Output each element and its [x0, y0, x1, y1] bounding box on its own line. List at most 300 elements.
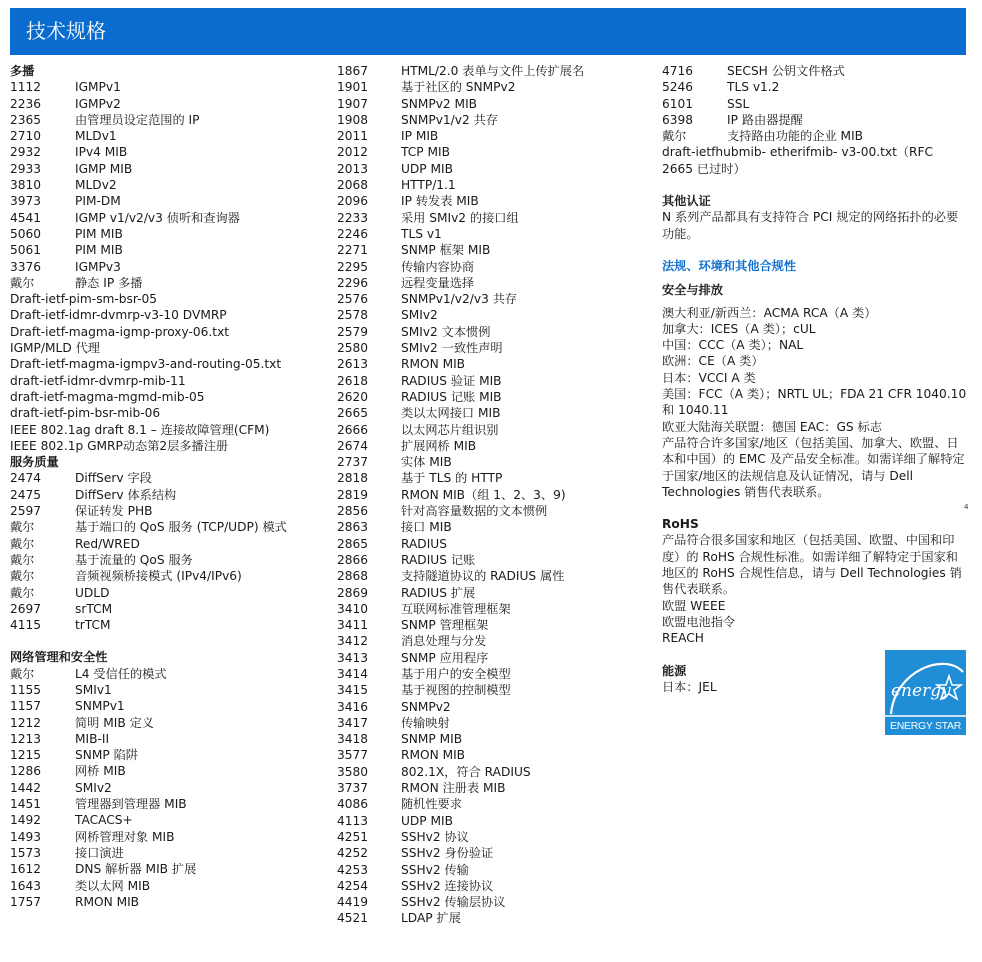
rfc-description: 消息处理与分发	[401, 634, 487, 649]
list-item	[337, 519, 659, 535]
rfc-description: PIM MIB	[75, 226, 123, 241]
text-line: Draft-ietf-idmr-dvmrp-v3-10 DVMRP	[10, 308, 227, 323]
list-item	[337, 422, 659, 438]
rfc-number: 1612	[10, 862, 42, 877]
rfc-number: 2665	[337, 406, 369, 421]
list-item	[337, 470, 659, 486]
rfc-number: 3410	[337, 601, 369, 616]
list-item	[337, 356, 659, 372]
rfc-number: 2865	[337, 536, 369, 551]
list-item	[662, 96, 967, 112]
rfc-number: 1286	[10, 764, 42, 779]
rfc-number: 1157	[10, 699, 42, 714]
rfc-description: 保证转发 PHB	[75, 504, 153, 519]
rfc-description: 传输映射	[401, 715, 450, 730]
rfc-description: RADIUS 记账	[401, 552, 476, 567]
rfc-number: 戴尔	[662, 129, 687, 144]
list-item	[10, 585, 330, 601]
rfc-number: 6398	[662, 112, 694, 127]
rfc-number: 4115	[10, 618, 42, 633]
rfc-number: 4254	[337, 878, 369, 893]
text-line: IEEE 802.1p GMRP动态第2层多播注册	[10, 438, 229, 453]
list-item	[337, 177, 659, 193]
spacer	[662, 242, 967, 258]
list-item	[337, 340, 659, 356]
rfc-number: 2295	[337, 259, 369, 274]
list-item	[337, 373, 659, 389]
rfc-description: SNMP 框架 MIB	[401, 243, 491, 258]
rfc-number: 2737	[337, 455, 369, 470]
rfc-number: 4113	[337, 813, 369, 828]
list-item	[337, 601, 659, 617]
rfc-description: UDLD	[75, 585, 110, 600]
rfc-description: 基于流量的 QoS 服务	[75, 552, 193, 567]
rfc-number: 1442	[10, 780, 42, 795]
rfc-description: 远程变量选择	[401, 275, 475, 290]
rfc-number: 2818	[337, 471, 369, 486]
rfc-description: RMON MIB	[401, 357, 466, 372]
list-item	[10, 242, 330, 258]
rfc-description: IPv4 MIB	[75, 145, 128, 160]
list-item	[10, 878, 330, 894]
column-2	[337, 63, 659, 927]
list-item	[10, 763, 330, 779]
list-item	[337, 585, 659, 601]
rfc-number: 2932	[10, 145, 42, 160]
list-item	[337, 405, 659, 421]
rfc-number: 3580	[337, 764, 369, 779]
rfc-description: 随机性要求	[401, 797, 462, 812]
list-item	[337, 699, 659, 715]
list-item	[10, 259, 330, 275]
rfc-number: 3418	[337, 732, 369, 747]
list-item	[662, 63, 967, 79]
rfc-description: TACACS+	[75, 813, 133, 828]
text-line: 欧洲：CE（A 类）	[662, 354, 764, 369]
rfc-description: L4 受信任的模式	[75, 666, 167, 681]
rfc-description: SNMPv1	[75, 699, 125, 714]
list-item	[337, 210, 659, 226]
rfc-number: 2869	[337, 585, 369, 600]
rfc-number: 2068	[337, 178, 369, 193]
rfc-description: RMON MIB	[75, 894, 140, 909]
text-line: 中国：CCC（A 类）；NAL	[662, 338, 804, 353]
rfc-description: 基于端口的 QoS 服务 (TCP/UDP) 模式	[75, 520, 287, 535]
rfc-number: 5061	[10, 243, 42, 258]
text-line: 澳大利亚/新西兰：ACMA RCA（A 类）	[662, 305, 877, 320]
rfc-number: 4716	[662, 64, 694, 78]
rfc-description: IGMPv2	[75, 96, 121, 111]
rfc-description: IP 路由器提醒	[727, 112, 803, 127]
rfc-description: 支持隧道协议的 RADIUS 属性	[401, 569, 565, 584]
list-item	[10, 698, 330, 714]
list-item	[10, 666, 330, 682]
rfc-number: 1155	[10, 682, 42, 697]
other-cert-text: N 系列产品都具有支持符合 PCI 规定的网络拓扑的必要功能。	[662, 210, 959, 241]
rfc-description: SECSH 公钥文件格式	[727, 64, 845, 78]
rfc-description: IGMPv1	[75, 80, 121, 95]
rfc-number: 2246	[337, 226, 369, 241]
text-line: REACH	[662, 631, 704, 646]
list-item	[10, 796, 330, 812]
rfc-description: SNMPv1/v2 共存	[401, 112, 499, 127]
list-item	[662, 79, 967, 95]
text-line: 欧盟 WEEE	[662, 598, 726, 613]
list-item	[10, 487, 330, 503]
list-item	[10, 536, 330, 552]
rfc-description: IP 转发表 MIB	[401, 194, 479, 209]
rfc-number: 4252	[337, 846, 369, 861]
page-number: 4	[964, 503, 969, 511]
rfc-number: 戴尔	[10, 666, 35, 681]
rfc-description: SSHv2 传输层协议	[401, 895, 506, 910]
list-item	[10, 829, 330, 845]
rfc-description: 静态 IP 多播	[75, 275, 143, 290]
rfc-description: 基于 TLS 的 HTTP	[401, 471, 503, 486]
list-item	[337, 144, 659, 160]
rfc-number: 4251	[337, 829, 369, 844]
rfc-number: 1643	[10, 878, 42, 893]
section-title-network-mgmt: 网络管理和安全性	[10, 650, 108, 665]
rfc-description: IGMP v1/v2/v3 侦听和查询器	[75, 210, 240, 225]
text-line: Draft-ietf-magma-igmp-proxy-06.txt	[10, 324, 230, 339]
safety-list	[662, 305, 967, 501]
rfc-number: 4086	[337, 797, 369, 812]
rfc-description: 接口 MIB	[401, 520, 452, 535]
multicast-drafts	[10, 291, 330, 454]
rfc-description: srTCM	[75, 601, 113, 616]
rfc-description: SSHv2 连接协议	[401, 878, 494, 893]
rfc-number: 戴尔	[10, 275, 35, 290]
rfc-number: 2666	[337, 422, 369, 437]
rfc-number: 2863	[337, 520, 369, 535]
list-item	[10, 845, 330, 861]
rfc-description: DNS 解析器 MIB 扩展	[75, 862, 197, 877]
rfc-number: 2578	[337, 308, 369, 323]
rfc-number: 3412	[337, 634, 369, 649]
rfc-description: HTTP/1.1	[401, 178, 456, 193]
list-item	[337, 829, 659, 845]
rfc-number: 戴尔	[10, 569, 35, 584]
list-item	[10, 601, 330, 617]
list-item	[10, 96, 330, 112]
rfc-number: 1492	[10, 813, 42, 828]
rfc-description: SNMPv2	[401, 699, 451, 714]
rfc-list	[337, 63, 659, 927]
multicast-list	[10, 79, 330, 291]
rfc-number: 2697	[10, 601, 42, 616]
rfc-number: 2579	[337, 324, 369, 339]
rfc-number: 1215	[10, 748, 42, 763]
rfc-number: 2096	[337, 194, 369, 209]
list-item	[10, 275, 330, 291]
spacer	[662, 177, 967, 193]
text-line: 欧盟电池指令	[662, 614, 736, 629]
rfc-description: UDP MIB	[401, 161, 453, 176]
spacer	[662, 500, 967, 516]
rfc-number: 2597	[10, 504, 42, 519]
rfc-number: 2236	[10, 96, 42, 111]
rfc-description: SNMP 陷阱	[75, 748, 138, 763]
list-item	[337, 161, 659, 177]
text-line: draft-ietf-magma-mgmd-mib-05	[10, 389, 205, 404]
list-item	[337, 715, 659, 731]
text-line: draft-ietf-idmr-dvmrp-mib-11	[10, 373, 186, 388]
section-title-qos: 服务质量	[10, 455, 59, 470]
text-line: 日本：VCCI A 类	[662, 370, 756, 385]
list-item	[337, 813, 659, 829]
energy-star-logo	[885, 650, 966, 735]
text-line: IEEE 802.1ag draft 8.1 – 连接故障管理(CFM)	[10, 422, 270, 437]
rfc-description: SNMPv2 MIB	[401, 96, 478, 111]
section-title-regulatory: 法规、环境和其他合规性	[662, 258, 797, 273]
list-item	[337, 862, 659, 878]
text-line: 产品符合很多国家和地区（包括美国、欧盟、中国和印度）的 RoHS 合规性标准。如需详细了解特定于国家和地区的 RoHS 合规性信息，请与 Dell Technologies 销售代表联系。	[662, 533, 962, 597]
rfc-number: 2013	[337, 161, 369, 176]
rfc-description: SMIv2 一致性声明	[401, 341, 503, 356]
rfc-number: 2474	[10, 471, 42, 486]
rfc-number: 2856	[337, 504, 369, 519]
list-item	[337, 259, 659, 275]
rfc-number: 2011	[337, 129, 369, 144]
list-item	[10, 144, 330, 160]
rfc-description: SNMP MIB	[401, 732, 463, 747]
section-title-energy: 能源	[662, 663, 687, 678]
rfc-description: TLS v1.2	[727, 80, 780, 95]
rfc-number: 2271	[337, 243, 369, 258]
header-banner	[10, 8, 966, 55]
list-item	[10, 503, 330, 519]
rfc-number: 3415	[337, 683, 369, 698]
rfc-number: 3413	[337, 650, 369, 665]
rfc-description: SSHv2 传输	[401, 862, 469, 877]
rfc-number: 2933	[10, 161, 42, 176]
rfc-number: 戴尔	[10, 585, 35, 600]
rfc-number: 2475	[10, 487, 42, 502]
rfc-number: 2365	[10, 112, 42, 127]
rfc-description: 基于用户的安全模型	[401, 666, 511, 681]
list-item	[10, 112, 330, 128]
rfc-number: 2618	[337, 373, 369, 388]
rfc-description: RADIUS 扩展	[401, 585, 476, 600]
list-item	[337, 552, 659, 568]
text-line: Draft-ietf-pim-sm-bsr-05	[10, 292, 158, 307]
rfc-number: 2866	[337, 552, 369, 567]
column-3	[662, 63, 967, 695]
rfc-description: IP MIB	[401, 129, 439, 144]
rfc-number: 2233	[337, 210, 369, 225]
rfc-description: DiffServ 体系结构	[75, 487, 177, 502]
rfc-list-continued	[662, 63, 967, 144]
rfc-description: 由管理员设定范围的 IP	[75, 112, 200, 127]
rohs-list	[662, 532, 967, 646]
list-item	[337, 666, 659, 682]
rfc-description: RMON 注册表 MIB	[401, 781, 506, 796]
rfc-description: 音频视频桥接模式 (IPv4/IPv6)	[75, 569, 242, 584]
list-item	[10, 715, 330, 731]
list-item	[10, 519, 330, 535]
text-line: draft-ietf-pim-bsr-mib-06	[10, 406, 161, 421]
rfc-number: 4541	[10, 210, 42, 225]
rfc-number: 6101	[662, 96, 694, 111]
rfc-description: 类以太网接口 MIB	[401, 406, 501, 421]
page-title: 技术规格	[26, 19, 106, 43]
rfc-description: SSHv2 协议	[401, 829, 469, 844]
list-item	[337, 454, 659, 470]
rfc-description: trTCM	[75, 618, 111, 633]
rfc-number: 1757	[10, 894, 42, 909]
rfc-description: 互联网标准管理框架	[401, 601, 511, 616]
list-item	[10, 568, 330, 584]
rfc-number: 1901	[337, 80, 369, 95]
rfc-number: 1451	[10, 797, 42, 812]
rfc-description: MIB-II	[75, 731, 110, 746]
rfc-description: SMIv2	[75, 780, 112, 795]
rfc-number: 2613	[337, 357, 369, 372]
rfc-number: 4419	[337, 895, 369, 910]
list-item	[337, 894, 659, 910]
svg-text:energy: energy	[891, 681, 951, 701]
rfc-description: 管理器到管理器 MIB	[75, 797, 187, 812]
rfc-description: 网桥管理对象 MIB	[75, 829, 175, 844]
list-item	[337, 389, 659, 405]
rfc-description: SMIv2 文本惯例	[401, 324, 491, 339]
rfc-description: SNMPv1/v2/v3 共存	[401, 292, 518, 307]
rfc-number: 5246	[662, 80, 694, 95]
rfc-description: 采用 SMIv2 的接口组	[401, 210, 519, 225]
rfc-description: RMON MIB	[401, 748, 466, 763]
rfc-number: 3810	[10, 178, 42, 193]
list-item	[10, 161, 330, 177]
list-item	[337, 764, 659, 780]
list-item	[337, 438, 659, 454]
rfc-number: 1908	[337, 112, 369, 127]
spacer	[10, 633, 330, 649]
rfc-description: LDAP 扩展	[401, 911, 461, 926]
list-item	[10, 617, 330, 633]
qos-list	[10, 470, 330, 633]
rfc-description: RADIUS 验证 MIB	[401, 373, 502, 388]
rfc-description: MLDv2	[75, 178, 117, 193]
list-item	[337, 193, 659, 209]
rfc-description: SSL	[727, 96, 750, 111]
text-line: 产品符合许多国家/地区（包括美国、加拿大、欧盟、日本和中国）的 EMC 及产品安全标准。如需详细了解特定于国家/地区的法规信息及认证情况，请与 Dell Technologies 销售代表联系。	[662, 435, 965, 499]
list-item	[10, 177, 330, 193]
list-item	[337, 633, 659, 649]
list-item	[10, 812, 330, 828]
list-item	[337, 63, 659, 79]
list-item	[10, 780, 330, 796]
energy-text: 日本：JEL	[662, 679, 717, 694]
rfc-number: 戴尔	[10, 520, 35, 535]
rfc-description: 简明 MIB 定义	[75, 715, 154, 730]
rfc-description: Red/WRED	[75, 536, 140, 551]
list-item	[10, 226, 330, 242]
rfc-description: RMON MIB（组 1、2、3、9)	[401, 487, 566, 502]
list-item	[10, 470, 330, 486]
list-item	[337, 275, 659, 291]
list-item	[337, 568, 659, 584]
text-line: Draft-ietf-magma-igmpv3-and-routing-05.txt	[10, 357, 282, 372]
list-item	[662, 112, 967, 128]
list-item	[10, 193, 330, 209]
rfc-number: 1867	[337, 64, 369, 78]
rfc-description: 802.1X，符合 RADIUS	[401, 764, 531, 779]
rfc-description: 以太网芯片组识别	[401, 422, 499, 437]
column-1	[10, 63, 330, 910]
list-item	[337, 324, 659, 340]
rfc-number: 2012	[337, 145, 369, 160]
rfc-number: 2620	[337, 389, 369, 404]
text-line: IGMP/MLD 代理	[10, 341, 100, 356]
rfc-description: SMIv1	[75, 682, 112, 697]
rfc-number: 1493	[10, 829, 42, 844]
energy-star-mark	[885, 650, 966, 720]
list-item	[10, 731, 330, 747]
text-line: 美国：FCC（A 类）；NRTL UL；FDA 21 CFR 1040.10 和 1040.11	[662, 387, 967, 418]
rfc-description: PIM-DM	[75, 194, 121, 209]
rfc-number: 2819	[337, 487, 369, 502]
rfc-description: 接口演进	[75, 845, 124, 860]
rfc-number: 1907	[337, 96, 369, 111]
rfc-description: IGMPv3	[75, 259, 121, 274]
rfc-number: 3376	[10, 259, 42, 274]
rfc-number: 3737	[337, 781, 369, 796]
rfc-description: 基于视图的控制模型	[401, 683, 511, 698]
rfc-description: DiffServ 字段	[75, 471, 152, 486]
rfc-description: 支持路由功能的企业 MIB	[727, 129, 864, 144]
rfc-number: 2296	[337, 275, 369, 290]
list-item	[337, 96, 659, 112]
list-item	[337, 226, 659, 242]
rfc-number: 1573	[10, 845, 42, 860]
list-item	[337, 747, 659, 763]
text-line: 加拿大：ICES（A 类）；cUL	[662, 321, 816, 336]
rfc-description: SNMP 应用程序	[401, 650, 489, 665]
rfc-number: 3417	[337, 715, 369, 730]
rfc-description: TCP MIB	[401, 145, 450, 160]
section-title-safety: 安全与排放	[662, 283, 723, 298]
rfc-description: 扩展网桥 MIB	[401, 438, 477, 453]
list-item	[337, 650, 659, 666]
list-item	[337, 487, 659, 503]
list-item	[337, 796, 659, 812]
rfc-number: 3411	[337, 618, 369, 633]
rfc-description: 针对高容量数据的文本惯例	[401, 504, 548, 519]
rfc-number: 1112	[10, 80, 42, 95]
rfc-number: 1212	[10, 715, 42, 730]
rfc-description: MLDv1	[75, 129, 117, 144]
rfc-number: 2674	[337, 438, 369, 453]
list-item	[337, 242, 659, 258]
section-title-multicast: 多播	[10, 64, 35, 78]
list-item	[10, 682, 330, 698]
rfc-number: 3416	[337, 699, 369, 714]
text-line: 欧亚大陆海关联盟：德国 EAC：GS 标志	[662, 419, 882, 434]
list-item	[337, 682, 659, 698]
rfc-number: 戴尔	[10, 552, 35, 567]
list-item	[337, 128, 659, 144]
rfc-number: 3414	[337, 666, 369, 681]
rfc-number: 2868	[337, 569, 369, 584]
list-item	[337, 845, 659, 861]
list-item	[10, 894, 330, 910]
rfc-number: 3577	[337, 748, 369, 763]
rfc-description: 网桥 MIB	[75, 764, 126, 779]
network-mgmt-list	[10, 666, 330, 910]
list-item	[10, 79, 330, 95]
list-item	[337, 780, 659, 796]
